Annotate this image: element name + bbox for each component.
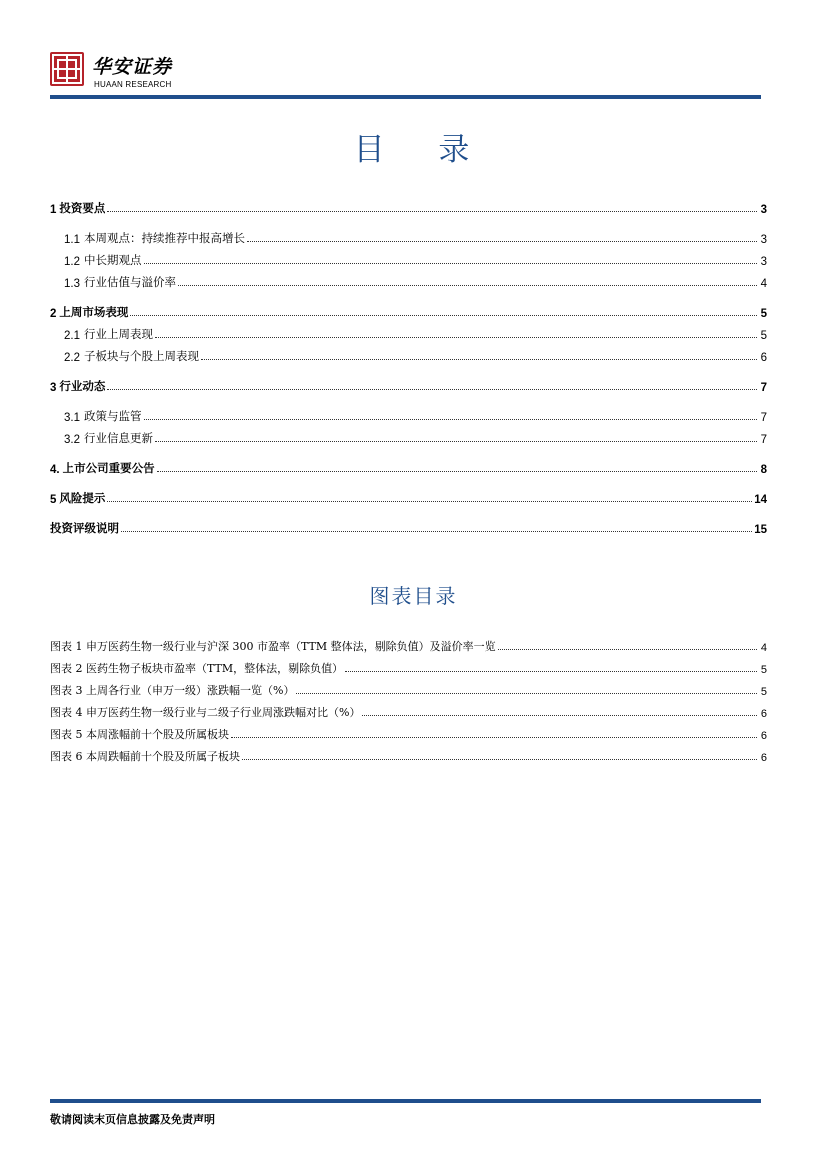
toc-entry[interactable] (50, 270, 767, 290)
figure-leader-dots (296, 692, 757, 694)
figure-leader-dots (362, 714, 757, 716)
toc-leader-dots (155, 440, 757, 442)
brand-name-en: HUAAN RESEARCH (94, 80, 172, 89)
figure-entry[interactable] (50, 636, 767, 654)
toc-entry[interactable] (50, 248, 767, 268)
toc-leader-dots (107, 500, 752, 502)
toc-entry[interactable] (50, 404, 767, 424)
figure-entry[interactable] (50, 680, 767, 698)
brand-name-cn: 华安证券 (92, 56, 173, 78)
toc-entry-number: 1 (50, 204, 57, 216)
toc-entry-number: 1.1 (64, 234, 80, 246)
toc-entry-number: 2 (50, 308, 57, 320)
huaan-seal-icon (50, 52, 84, 86)
toc-leader-dots (144, 262, 758, 264)
toc-entry-label: 上市公司重要公告 (62, 461, 155, 475)
figure-leader-dots (231, 736, 757, 738)
toc-entry-page: 14 (754, 494, 767, 506)
toc-entry-label: 行业动态 (59, 379, 106, 393)
figure-leader-dots (242, 758, 757, 760)
figure-entry-page: 4 (760, 642, 767, 654)
toc-entry[interactable] (50, 322, 767, 342)
figure-entry[interactable] (50, 658, 767, 676)
figure-entry-label: 图表 5 本周涨幅前十个股及所属板块 (50, 728, 229, 741)
toc-entry-label: 中长期观点 (84, 253, 142, 267)
toc-entry-page: 3 (760, 204, 767, 216)
figure-entry-page: 5 (760, 686, 767, 698)
toc-entry-page: 7 (760, 382, 767, 394)
toc-leader-dots (144, 418, 758, 420)
toc-entry[interactable] (50, 456, 767, 476)
figure-entry-page: 6 (760, 752, 767, 764)
figure-entry-page: 6 (760, 708, 767, 720)
toc-entry[interactable] (50, 344, 767, 364)
figure-entry-page: 6 (760, 730, 767, 742)
figure-entry-label: 图表 1 申万医药生物一级行业与沪深 300 市盈率（TTM 整体法，剔除负值）及溢价率一览 (50, 640, 496, 653)
toc-entry-label: 投资要点 (59, 201, 106, 215)
figure-leader-dots (498, 648, 757, 650)
figure-entry-label: 图表 3 上周各行业（申万一级）涨跌幅一览（%） (50, 684, 295, 697)
figure-entry-label: 图表 6 本周跌幅前十个股及所属子板块 (50, 750, 240, 763)
toc-entry-label: 行业信息更新 (84, 431, 153, 445)
toc-entry-number: 1.2 (64, 256, 80, 268)
page-header (50, 52, 762, 100)
toc-leader-dots (155, 336, 757, 338)
toc-leader-dots (107, 210, 757, 212)
toc-entry-label: 政策与监管 (84, 409, 142, 423)
toc-entry-number: 1.3 (64, 278, 80, 290)
toc-entry-number: 4. (50, 464, 60, 476)
figure-entry[interactable] (50, 702, 767, 720)
toc-entry-page: 15 (754, 524, 767, 536)
toc-entry-label: 子板块与个股上周表现 (84, 349, 199, 363)
figures-title: 图表目录 (369, 584, 458, 608)
toc-leader-dots (121, 530, 752, 532)
toc-entry-number: 3.2 (64, 434, 80, 446)
toc-entry-page: 5 (760, 330, 767, 342)
toc-entry-label: 本周观点：持续推荐中报高增长 (84, 231, 245, 245)
disclaimer-footer: 敬请阅读末页信息披露及免责声明 (50, 1113, 215, 1126)
toc-entry-label: 风险提示 (59, 491, 106, 505)
toc-entry-number: 2.1 (64, 330, 80, 342)
toc-entry[interactable] (50, 516, 767, 536)
toc-title: 目 录 (353, 132, 492, 168)
toc-leader-dots (178, 284, 757, 286)
toc-entry[interactable] (50, 196, 767, 216)
toc-entry-page: 7 (760, 434, 767, 446)
toc-entry-number: 3.1 (64, 412, 80, 424)
toc-leader-dots (157, 470, 757, 472)
toc-entry-page: 4 (760, 278, 767, 290)
figure-entry-label: 图表 4 申万医药生物一级行业与二级子行业周涨跌幅对比（%） (50, 706, 361, 719)
toc-entry[interactable] (50, 486, 767, 506)
header-divider (50, 95, 761, 99)
toc-entry-label: 上周市场表现 (59, 305, 129, 319)
figure-leader-dots (345, 670, 757, 672)
toc-entry[interactable] (50, 426, 767, 446)
toc-entry-page: 3 (760, 256, 767, 268)
toc-entry-page: 6 (760, 352, 767, 364)
toc-leader-dots (201, 358, 757, 360)
toc-entry-label: 行业估值与溢价率 (84, 275, 176, 289)
toc-entry-number: 3 (50, 382, 57, 394)
footer-divider (50, 1099, 761, 1103)
toc-entry[interactable] (50, 300, 767, 320)
toc-entry-page: 5 (760, 308, 767, 320)
figure-entry[interactable] (50, 724, 767, 742)
figure-entry-label: 图表 2 医药生物子板块市盈率（TTM，整体法，剔除负值） (50, 662, 344, 675)
toc-entry[interactable] (50, 374, 767, 394)
toc-leader-dots (247, 240, 757, 242)
toc-leader-dots (130, 314, 757, 316)
toc-entry-page: 8 (760, 464, 767, 476)
toc-entry[interactable] (50, 226, 767, 246)
toc-entry-page: 7 (760, 412, 767, 424)
figure-entry[interactable] (50, 746, 767, 764)
toc-leader-dots (107, 388, 757, 390)
toc-entry-label: 行业上周表现 (84, 327, 153, 341)
figure-entry-page: 5 (760, 664, 767, 676)
toc-entry-label: 投资评级说明 (50, 521, 119, 535)
toc-entry-page: 3 (760, 234, 767, 246)
toc-entry-number: 2.2 (64, 352, 80, 364)
toc-entry-number: 5 (50, 494, 57, 506)
